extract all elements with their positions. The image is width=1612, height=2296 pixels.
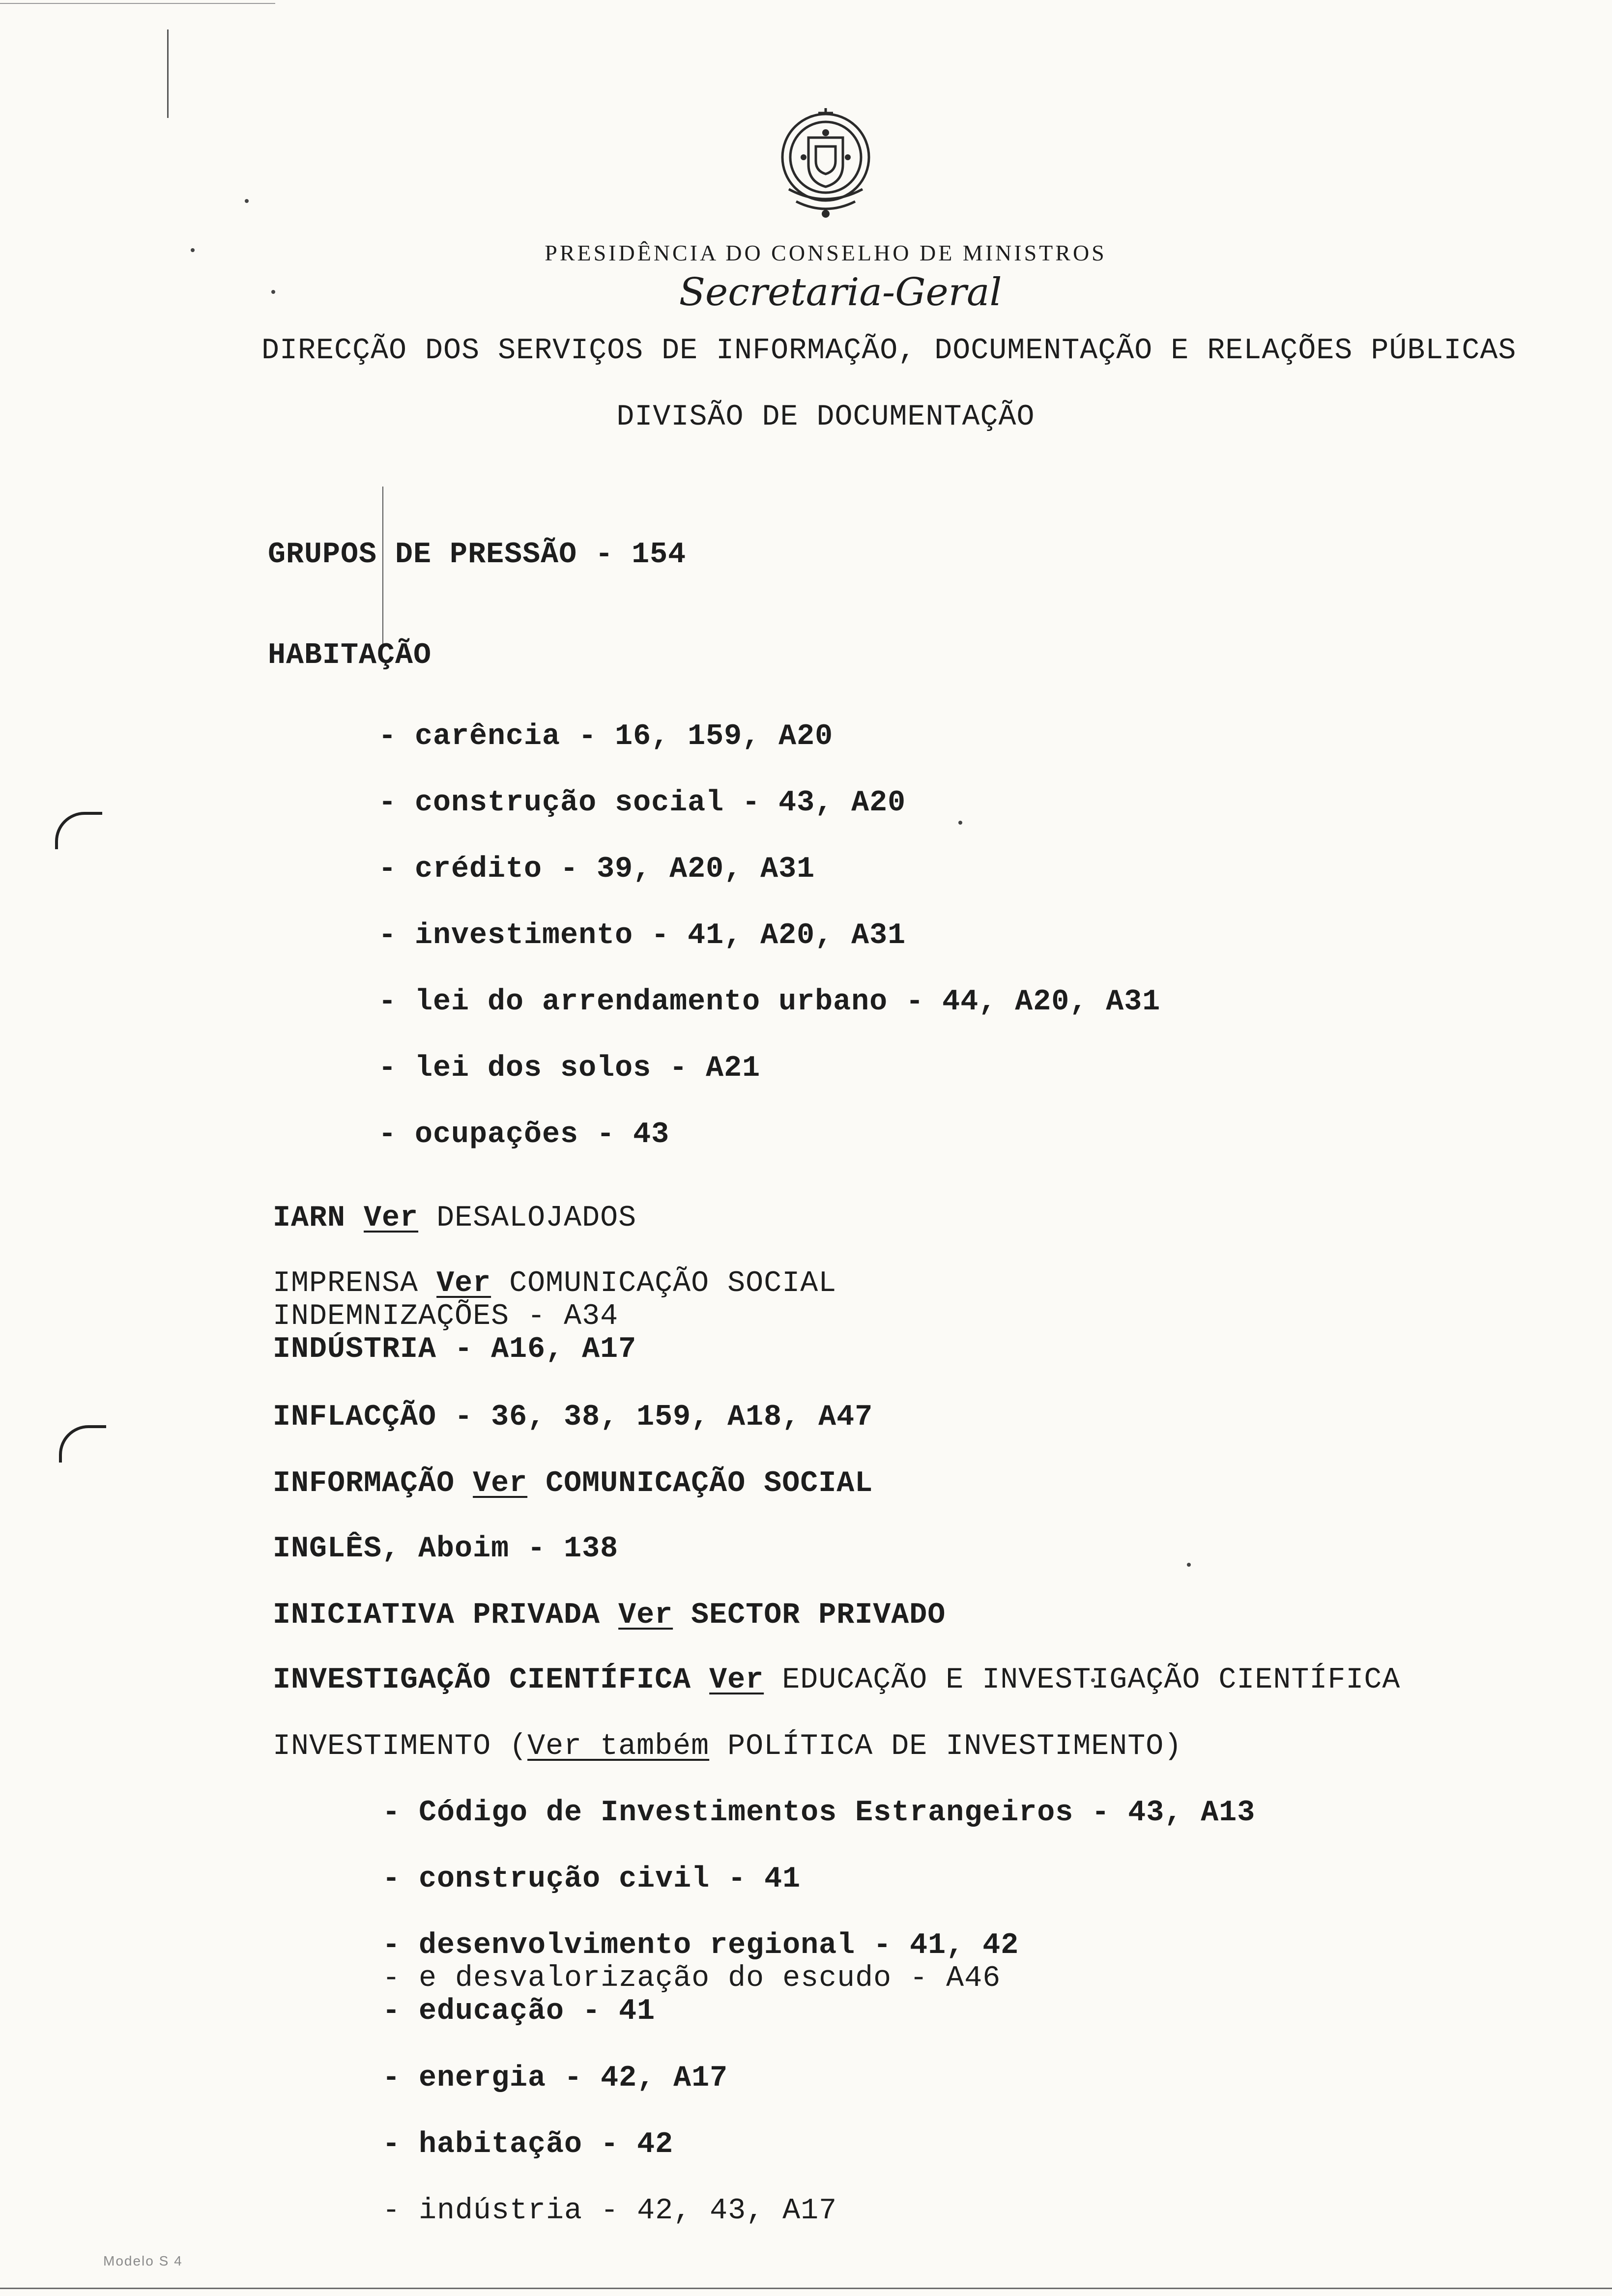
- form-model-label: Modelo S 4: [103, 2253, 183, 2268]
- subentry-investimento: - indústria - 42, 43, A17: [382, 2194, 837, 2228]
- cross-reference-target: COMUNICAÇÃO SOCIAL: [509, 1267, 837, 1300]
- cross-reference-ver: Ver: [473, 1467, 528, 1500]
- speck: [1187, 1563, 1191, 1567]
- subentry-investimento: - energia - 42, A17: [382, 2062, 728, 2095]
- bottom-edge-rule: [0, 2288, 1612, 2289]
- entry-investigacao-cientifica: [273, 1664, 1400, 1697]
- speck: [958, 821, 962, 825]
- speck: [245, 199, 249, 203]
- entry-inflaccao: INFLACÇÃO - 36, 38, 159, A18, A47: [273, 1401, 873, 1434]
- subentry-habitacao: - carência - 16, 159, A20: [378, 720, 834, 753]
- cross-reference-ver: Ver: [364, 1202, 419, 1235]
- cross-reference-target: COMUNICAÇÃO SOCIAL: [546, 1467, 873, 1500]
- entry-iniciativa-privada: [273, 1599, 946, 1632]
- subentry-investimento: - educação - 41: [382, 1995, 656, 2028]
- entry-term: INVESTIGAÇÃO CIENTÍFICA: [273, 1664, 691, 1697]
- cross-reference-target: SECTOR PRIVADO: [691, 1599, 946, 1632]
- cross-reference-ver: Ver: [709, 1664, 764, 1697]
- header-direccao: DIRECÇÃO DOS SERVIÇOS DE INFORMAÇÃO, DOCUMENTAÇÃO E RELAÇÕES PÚBLICAS: [261, 334, 1517, 368]
- entry-habitacao: HABITAÇÃO: [268, 639, 432, 672]
- entry-term: IARN: [273, 1202, 346, 1235]
- header-divisao: DIVISÃO DE DOCUMENTAÇÃO: [616, 401, 1035, 434]
- binder-hole-bottom: [59, 1425, 106, 1463]
- subentry-investimento: - e desvalorização do escudo - A46: [382, 1962, 1001, 1995]
- cross-reference-ver: Ver: [436, 1267, 491, 1300]
- entry-imprensa: [273, 1267, 836, 1300]
- entry-term: IMPRENSA: [273, 1267, 419, 1300]
- subentry-habitacao: - ocupações - 43: [378, 1118, 670, 1151]
- cross-reference-target: EDUCAÇÃO E INVESTIGAÇÃO CIENTÍFICA: [782, 1664, 1401, 1697]
- entry-ingles: INGLÊS, Aboim - 138: [273, 1532, 619, 1566]
- subentry-habitacao: - lei do arrendamento urbano - 44, A20, A31: [378, 985, 1161, 1019]
- header-presidencia: PRESIDÊNCIA DO CONSELHO DE MINISTROS: [545, 240, 1107, 265]
- entry-iarn: [273, 1202, 636, 1235]
- entry-indemnizacoes: INDEMNIZAÇÕES - A34: [273, 1300, 619, 1333]
- subentry-investimento: - Código de Investimentos Estrangeiros - 43, A13: [382, 1796, 1256, 1830]
- header-secretaria-geral: Secretaria-Geral: [679, 270, 1002, 315]
- entry-term: INVESTIMENTO (: [273, 1730, 528, 1763]
- cross-reference-target: POLÍTICA DE INVESTIMENTO): [727, 1730, 1182, 1763]
- subentry-habitacao: - lei dos solos - A21: [378, 1052, 761, 1085]
- entry-investimento: [273, 1730, 1182, 1763]
- subentry-investimento: - construção civil - 41: [382, 1863, 801, 1896]
- entry-industria: INDÚSTRIA - A16, A17: [273, 1333, 637, 1366]
- subentry-investimento: - desenvolvimento regional - 41, 42: [382, 1929, 1019, 1962]
- top-edge-rule: [0, 3, 275, 4]
- entry-grupos-de-pressao: GRUPOS DE PRESSÃO - 154: [268, 538, 687, 572]
- margin-mark: [167, 29, 169, 118]
- subentry-habitacao: - construção social - 43, A20: [378, 786, 906, 820]
- cross-reference-ver: Ver: [618, 1599, 673, 1632]
- entry-term: INFORMAÇÃO: [273, 1467, 455, 1500]
- cross-reference-ver-tambem: Ver também: [527, 1730, 710, 1763]
- subentry-habitacao: - investimento - 41, A20, A31: [378, 919, 906, 952]
- binder-hole-top: [55, 812, 102, 849]
- subentry-habitacao: - crédito - 39, A20, A31: [378, 853, 815, 886]
- coat-of-arms-seal: [769, 103, 882, 229]
- entry-term: INICIATIVA PRIVADA: [273, 1599, 601, 1632]
- entry-informacao: [273, 1467, 873, 1500]
- subentry-investimento: - habitação - 42: [382, 2128, 674, 2161]
- cross-reference-target: DESALOJADOS: [436, 1202, 637, 1235]
